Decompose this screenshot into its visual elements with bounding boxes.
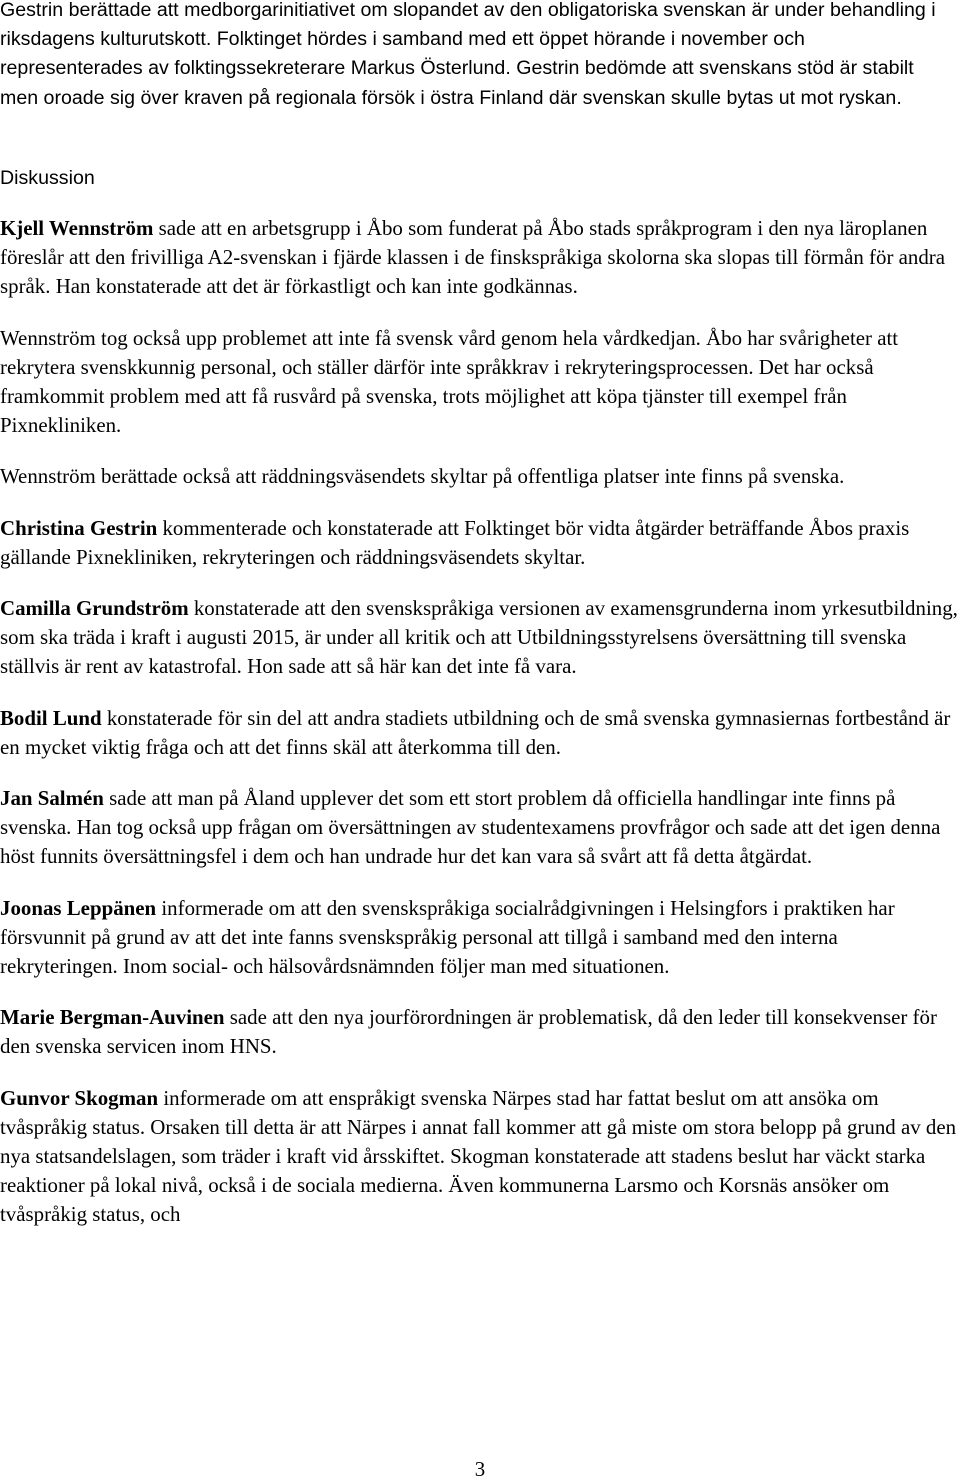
paragraph xyxy=(0,462,958,491)
intro-paragraph: Gestrin berättade att medborgarinitiativet om slopandet av den obligatoriska svenskan är under behandling i riksdagens kulturutskott. Folktinget hördes i samband med ett öppet hörande i november och representerades av folktingssekreterare Markus Österlund. Gestrin bedömde att svenskans stöd är stabilt men oroade sig över kraven på regionala försök i östra Finland där svenskan skulle bytas ut mot ryskan. xyxy=(0,0,936,109)
speaker-name: Jan Salmén xyxy=(0,786,104,811)
paragraph-text: informerade om att enspråkigt svenska Närpes stad har fattat beslut om att ansöka om tvåspråkig status. Orsaken till detta är att Närpes i annat fall kommer att gå miste om stora belopp på grund av den nya statsandelslagen, som träder i kraft vid årsskiftet. Skogman konstaterade att stadens beslut har väckt starka reaktioner på lokal nivå, också i de sociala medierna. Även kommunerna Larsmo och Korsnäs ansöker om tvåspråkig status, och xyxy=(0,1085,957,1227)
discussion-body xyxy=(0,214,958,1252)
paragraph xyxy=(0,594,958,682)
paragraph-text: sade att man på Åland upplever det som ett stort problem då officiella handlingar inte finns på svenska. Han tog också upp frågan om översättningen av studentexamens provfrågor och sade att det igen denna höst funnits översättningsfel i dem och han undrade hur det kan vara så svårt att få detta åtgärdat. xyxy=(0,786,941,869)
paragraph xyxy=(0,894,958,982)
paragraph-text: sade att en arbetsgrupp i Åbo som funderat på Åbo stads språkprogram i den nya läroplanen föreslår att den frivilliga A2-svenskan i fjärde klassen i de finskspråkiga skolorna ska slopas till förmån för andra språk. Han konstaterade att det är förkastligt och kan inte godkännas. xyxy=(0,216,946,299)
paragraph-text: sade att den nya jourförordningen är problematisk, då den leder till konsekvenser för den svenska servicen inom HNS. xyxy=(0,1005,937,1059)
section-heading: Diskussion xyxy=(0,167,95,189)
speaker-name: Marie Bergman-Auvinen xyxy=(0,1005,225,1030)
paragraph-text: Wennström berättade också att räddningsväsendets skyltar på offentliga platser inte finns på svenska. xyxy=(0,464,845,489)
paragraph-text: Wennström tog också upp problemet att inte få svensk vård genom hela vårdkedjan. Åbo har svårigheter att rekrytera svenskkunnig personal, och ställer därför inte språkkrav i rekryteringsprocessen. Det har också framkommit problem med att få rusvård på svenska, trots möjlighet att köpa tjänster till exempel från Pixnekliniken. xyxy=(0,325,899,438)
speaker-name: Joonas Leppänen xyxy=(0,895,157,920)
paragraph xyxy=(0,514,958,572)
paragraph xyxy=(0,1003,958,1061)
paragraph xyxy=(0,324,958,441)
speaker-name: Kjell Wennström xyxy=(0,216,154,240)
speaker-name: Bodil Lund xyxy=(0,705,102,730)
paragraph-text: konstaterade för sin del att andra stadiets utbildning och de små svenska gymnasiernas fortbestånd är en mycket viktig fråga och att det finns skäl att återkomma till den. xyxy=(0,705,951,759)
page-number: 3 xyxy=(474,1457,486,1481)
paragraph-text: konstaterade att den svenskspråkiga versionen av examensgrunderna inom yrkesutbildning, som ska träda i kraft i augusti 2015, är under all kritik och att Utbildningsstyrelsens översättning till svenska ställvis är rent av katastrofal. Hon sade att så här kan det inte få vara. xyxy=(0,596,958,679)
paragraph xyxy=(0,704,958,762)
speaker-name: Christina Gestrin xyxy=(0,515,158,540)
paragraph xyxy=(0,214,958,302)
paragraph xyxy=(0,1084,958,1230)
paragraph xyxy=(0,784,958,872)
speaker-name: Camilla Grundström xyxy=(0,596,189,621)
paragraph-text: kommenterade och konstaterade att Folktinget bör vidta åtgärder beträffande Åbos praxis gällande Pixnekliniken, rekryteringen och räddningsväsendets skyltar. xyxy=(0,515,910,569)
speaker-name: Gunvor Skogman xyxy=(0,1085,159,1110)
paragraph-text: informerade om att den svenskspråkiga socialrådgivningen i Helsingfors i praktiken har försvunnit på grund av att det inte fanns svenskspråkig personal att tillgå i samband med den interna rekryteringen. Inom social- och hälsovårdsnämnden följer man med situationen. xyxy=(0,895,895,979)
